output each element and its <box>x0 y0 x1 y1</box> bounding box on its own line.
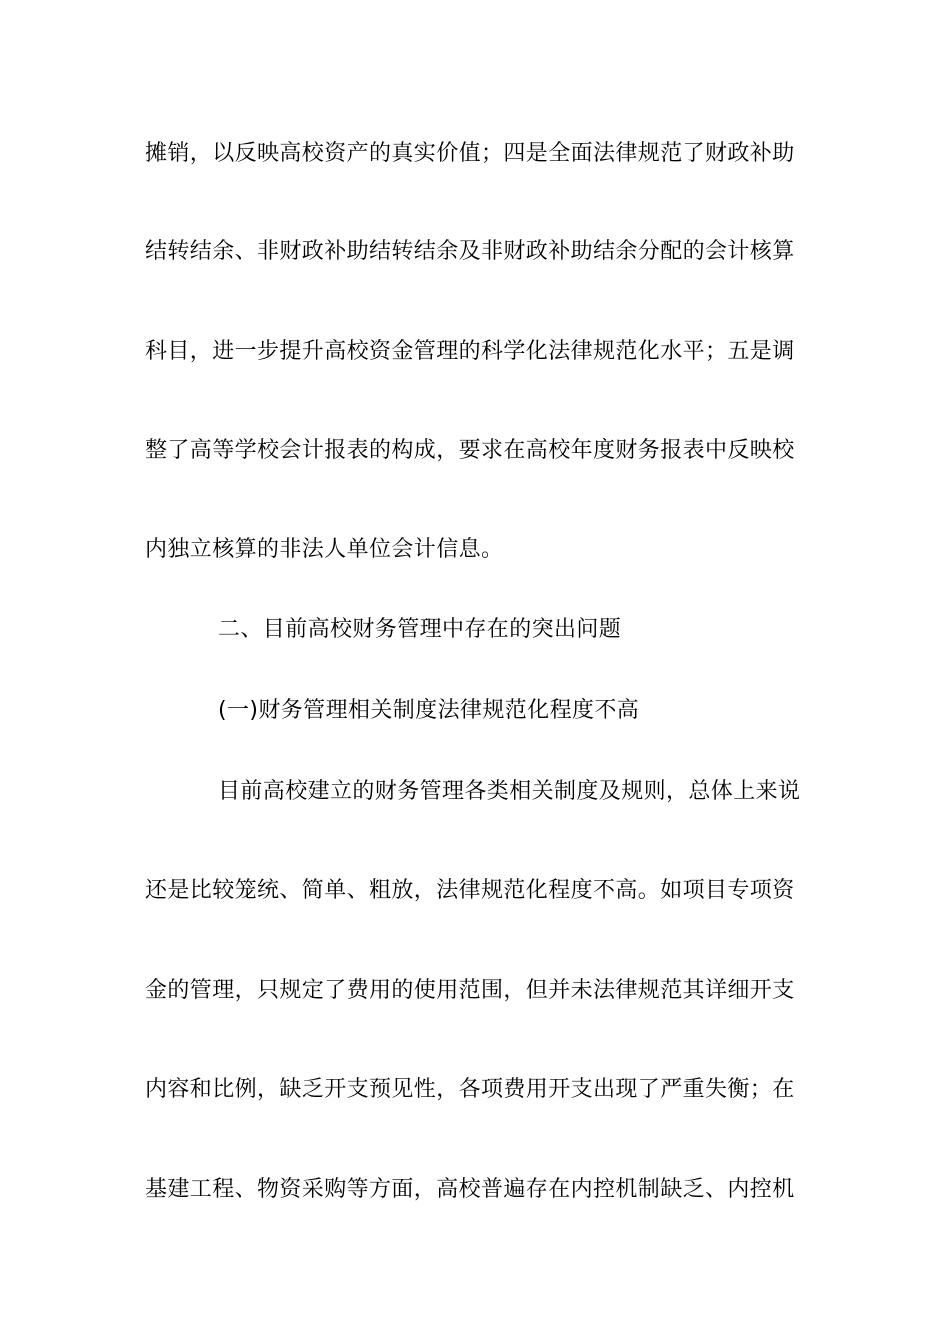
paragraph-line: 还是比较笼统、简单、粗放，法律规范化程度不高。如项目专项资 <box>145 878 795 903</box>
paragraph-line: 整了高等学校会计报表的构成，要求在高校年度财务报表中反映校 <box>145 438 795 463</box>
paragraph-line: 内容和比例，缺乏开支预见性，各项费用开支出现了严重失衡；在 <box>145 1077 795 1102</box>
paragraph-line: 金的管理，只规定了费用的使用范围，但并未法律规范其详细开支 <box>145 978 795 1003</box>
paragraph-line: 摊销，以反映高校资产的真实价值；四是全面法律规范了财政补助 <box>145 141 795 166</box>
subsection-heading: (一)财务管理相关制度法律规范化程度不高 <box>218 698 640 723</box>
paragraph-line: 目前高校建立的财务管理各类相关制度及规则，总体上来说 <box>218 779 801 804</box>
section-heading: 二、目前高校财务管理中存在的突出问题 <box>218 617 622 642</box>
paragraph-line: 基建工程、物资采购等方面，高校普遍存在内控机制缺乏、内控机 <box>145 1177 795 1202</box>
paragraph-line: 结转结余、非财政补助结转结余及非财政补助结余分配的会计核算 <box>145 239 795 264</box>
paragraph-line: 内独立核算的非法人单位会计信息。 <box>145 537 504 562</box>
paragraph-line: 科目，进一步提升高校资金管理的科学化法律规范化水平；五是调 <box>145 339 795 364</box>
